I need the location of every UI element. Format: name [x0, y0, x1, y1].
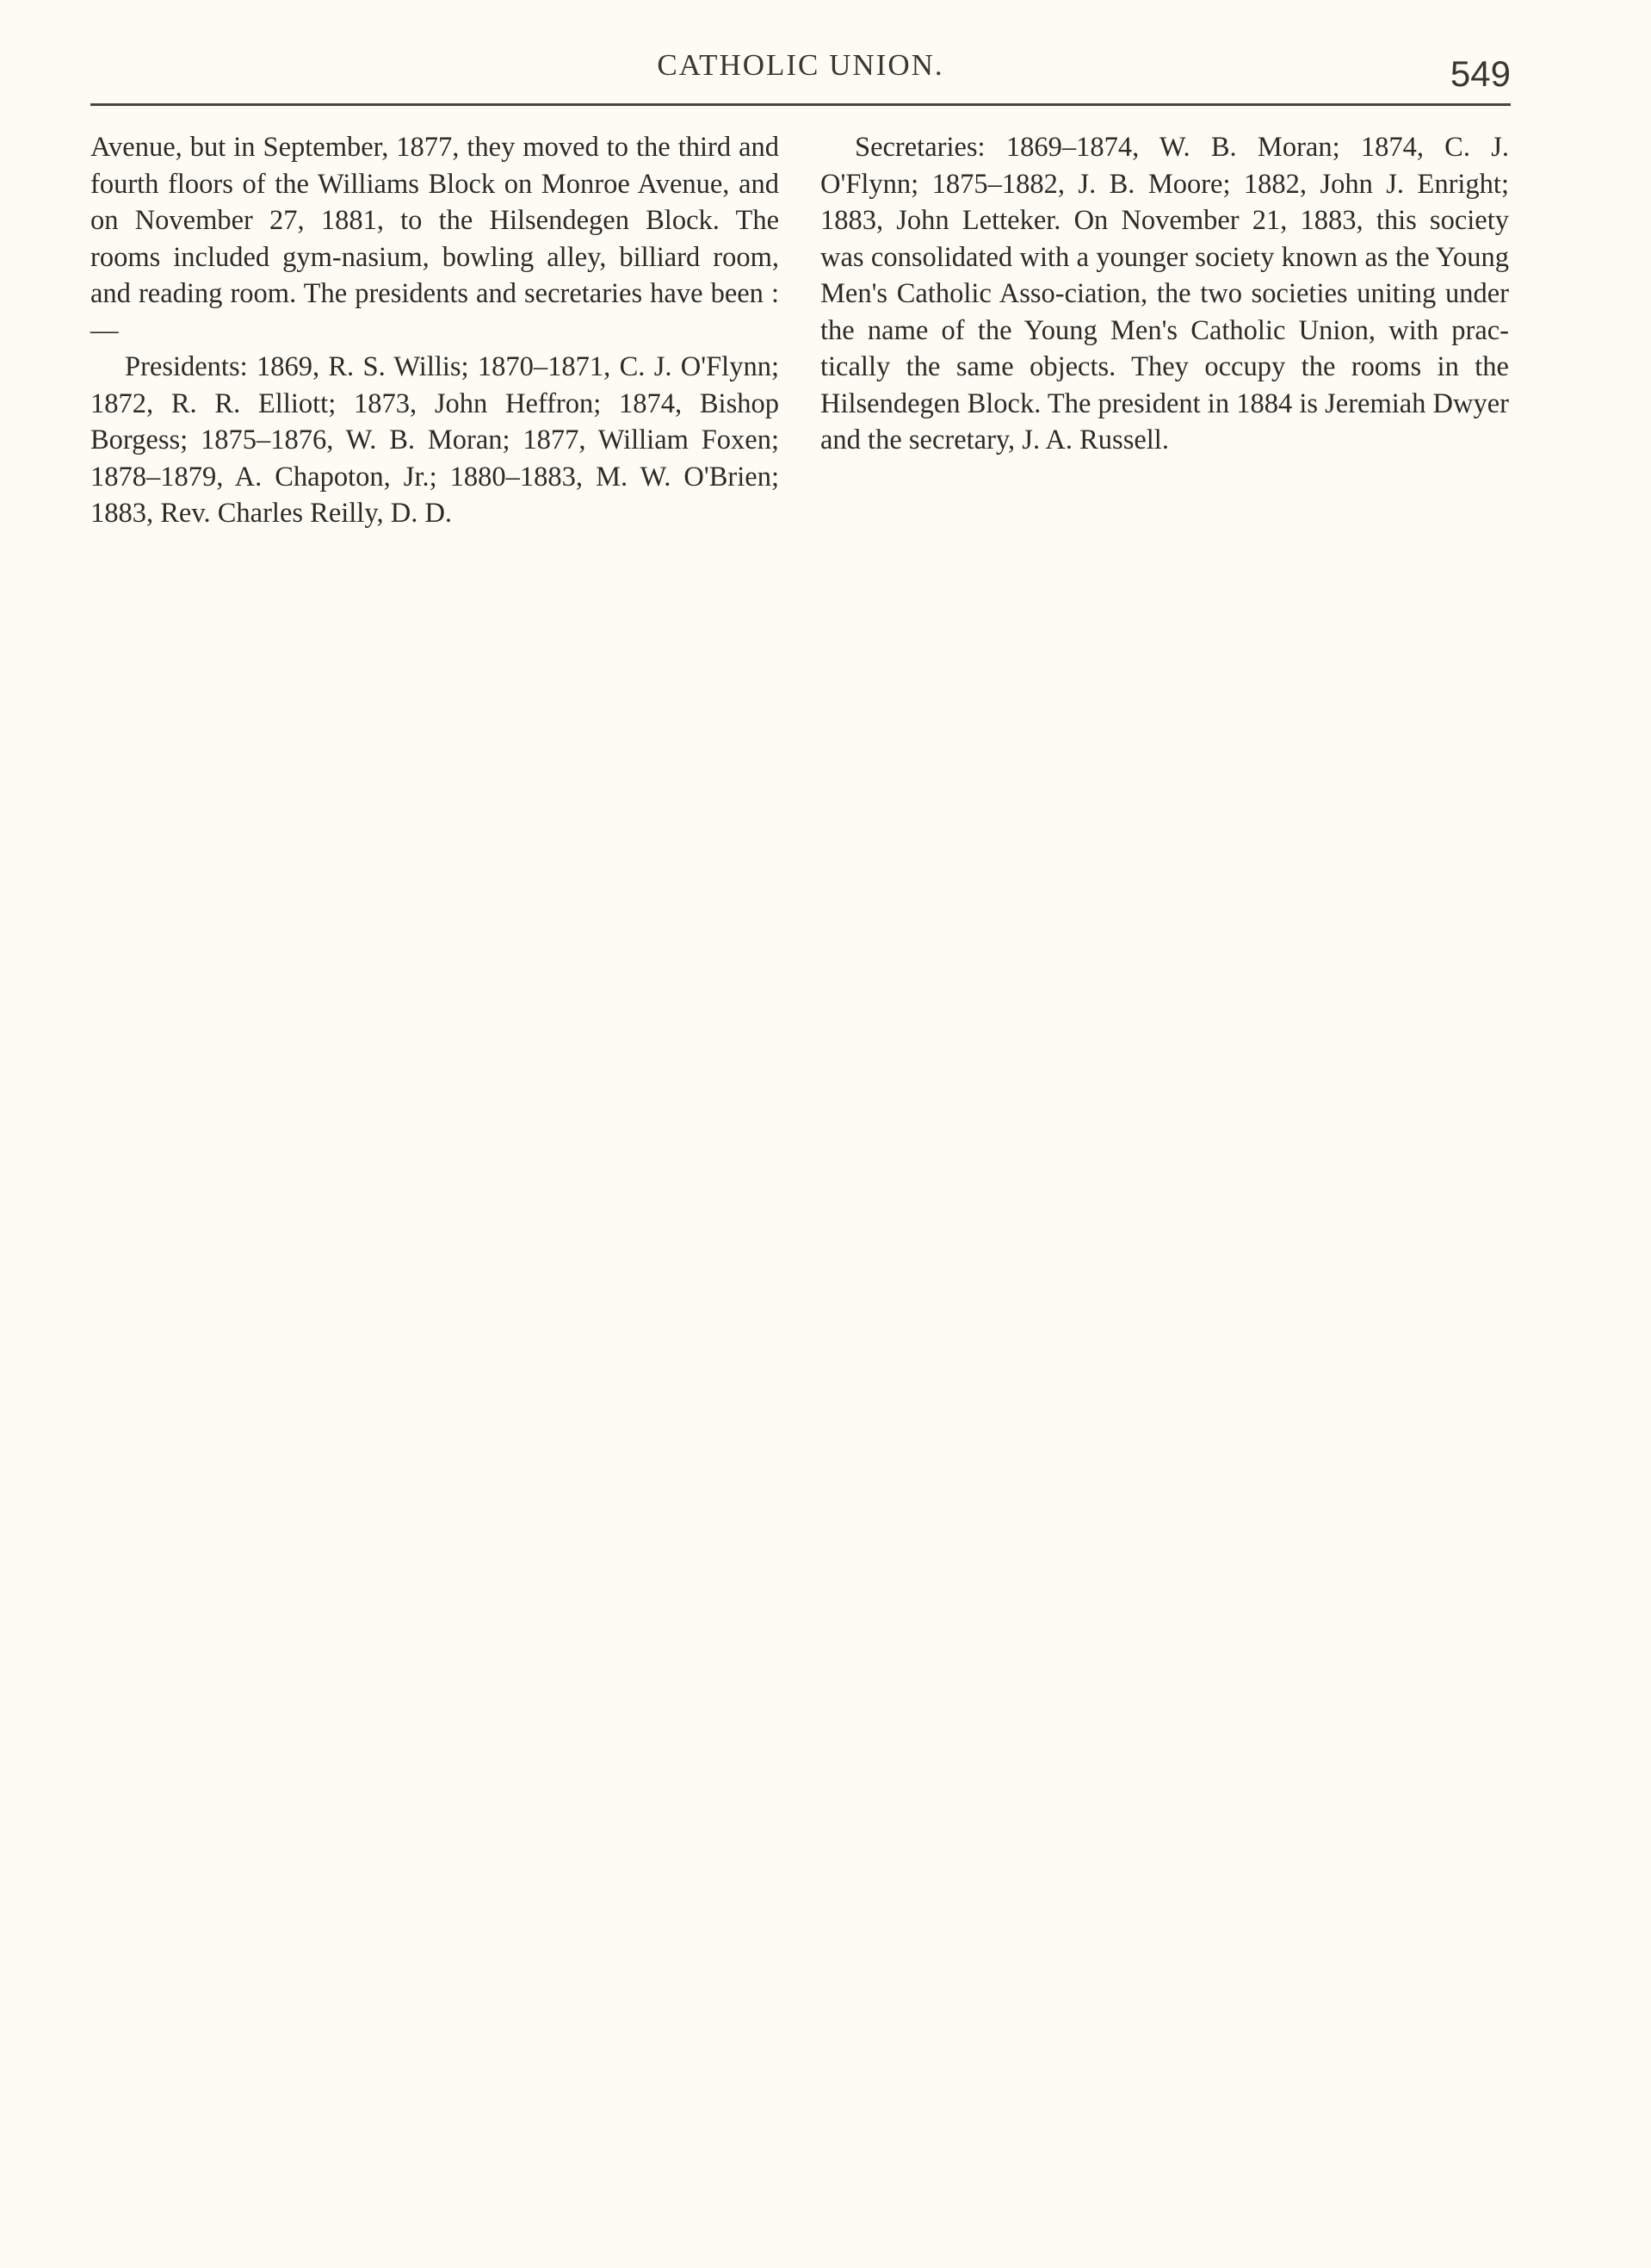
left-column	[90, 129, 779, 532]
paragraph-secretaries: Secretaries: 1869–1874, W. B. Moran; 1874, C. J. O'Flynn; 1875–1882, J. B. Moore; 1882, John J. Enright; 1883, John Letteker. On November 21, 1883, this society was consolidated with a younger society known as the Young Men's Catholic Asso-ciation, the two societies uniting under the name of the Young Men's Catholic Union, with prac-tically the same objects. They occupy the rooms in the Hilsendegen Block. The president in 1884 is Jeremiah Dwyer and the secretary, J. A. Russell.	[820, 132, 1509, 455]
right-column	[820, 129, 1509, 459]
running-head: CATHOLIC UNION.	[657, 48, 944, 82]
page-header	[90, 45, 1511, 107]
page-number: 549	[1450, 53, 1511, 94]
paragraph-presidents: Presidents: 1869, R. S. Willis; 1870–1871, C. J. O'Flynn; 1872, R. R. Elliott; 1873, John Heffron; 1874, Bishop Borgess; 1875–1876, W. B. Moran; 1877, William Foxen; 1878–1879, A. Chapoton, Jr.; 1880–1883, M. W. O'Brien; 1883, Rev. Charles Reilly, D. D.	[90, 351, 779, 529]
paragraph-continuation: Avenue, but in September, 1877, they moved to the third and fourth floors of the Williams Block on Monroe Avenue, and on November 27, 1881, to the Hilsendegen Block. The rooms included gym-nasium, bowling alley, billiard room, and reading room. The presidents and secretaries have been :—	[90, 132, 779, 346]
header-rule	[90, 103, 1511, 106]
